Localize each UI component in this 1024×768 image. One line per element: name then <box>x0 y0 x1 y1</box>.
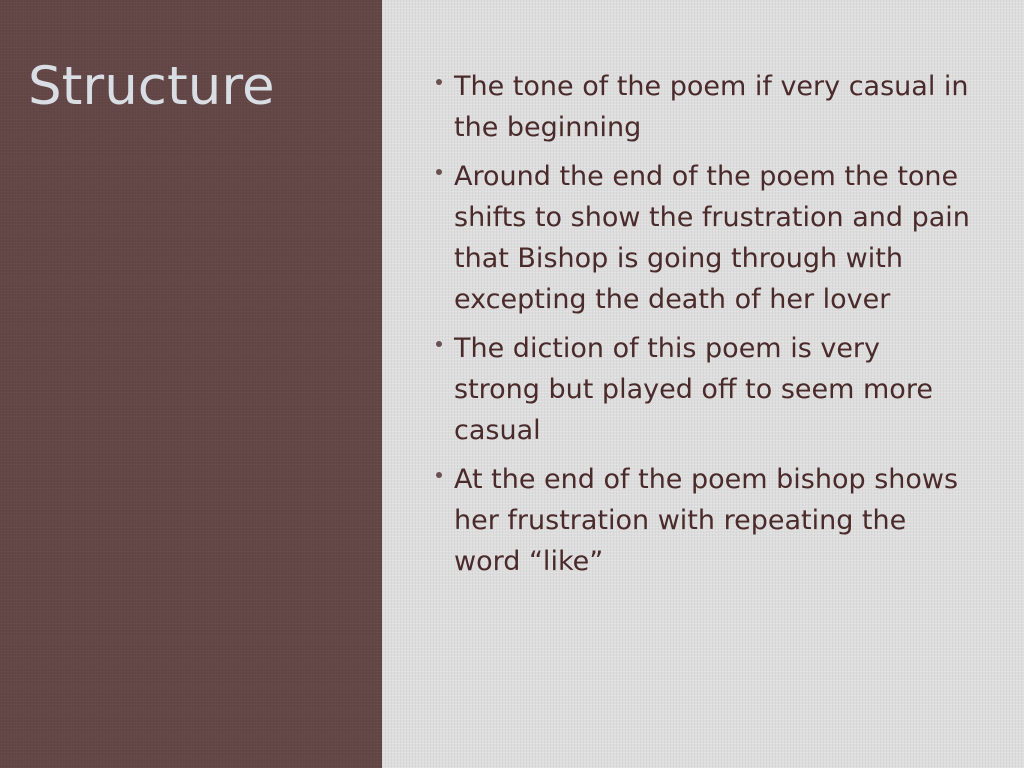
bullet-text: Around the end of the poem the tone shifts to show the frustration and pain that Bishop is going through with excepting the death of her lover <box>454 161 970 315</box>
bullet-item <box>434 156 974 320</box>
bullet-dot-icon <box>436 79 442 85</box>
bullet-text: At the end of the poem bishop shows her frustration with repeating the word “like” <box>454 464 959 577</box>
bullet-dot-icon <box>436 169 442 175</box>
title-panel <box>0 0 382 768</box>
bullet-dot-icon <box>436 472 442 478</box>
content-panel <box>382 0 1024 768</box>
bullet-text: The diction of this poem is very strong but played off to seem more casual <box>454 333 933 446</box>
bullet-item <box>434 66 974 148</box>
slide-title: Structure <box>28 56 275 117</box>
bullet-dot-icon <box>436 341 442 347</box>
bullet-text: The tone of the poem if very casual in the beginning <box>454 71 969 143</box>
bullet-list <box>434 66 974 590</box>
bullet-item <box>434 328 974 451</box>
bullet-item <box>434 459 974 582</box>
